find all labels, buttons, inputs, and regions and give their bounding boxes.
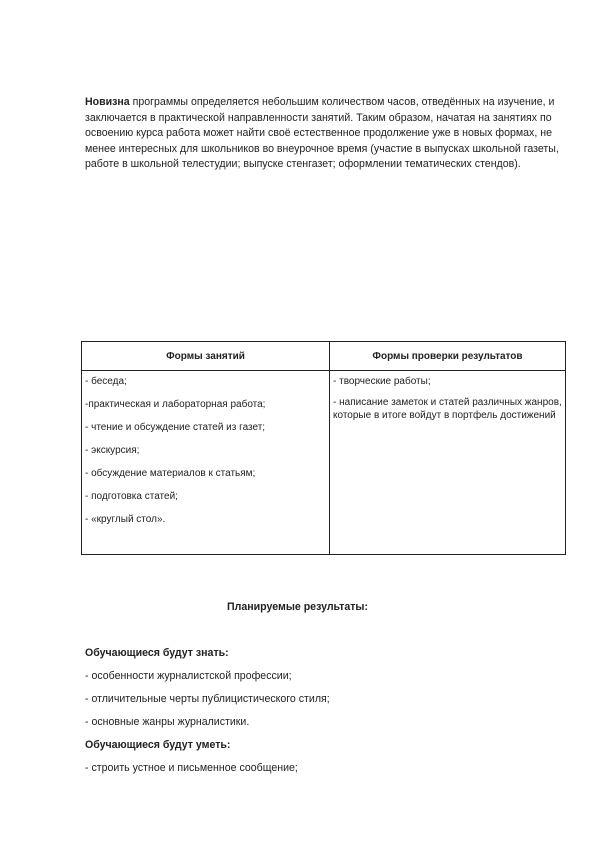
- list-item: - чтение и обсуждение статей из газет;: [85, 422, 266, 433]
- know-item: - отличительные черты публицистического стиля;: [85, 693, 330, 705]
- checks-list-cell: [330, 371, 566, 555]
- list-item: - творческие работы;: [333, 376, 431, 387]
- list-item: - написание заметок и статей различных жанров, которые в итоге войдут в портфель достижений: [333, 397, 562, 421]
- intro-paragraph: [85, 95, 560, 173]
- list-item: - подготовка статей;: [85, 491, 178, 502]
- list-item: - обсуждение материалов к статьям;: [85, 468, 256, 479]
- know-item: - особенности журналистской профессии;: [85, 670, 292, 682]
- results-heading: Планируемые результаты:: [227, 601, 368, 613]
- table-header-forms: Формы занятий: [82, 342, 330, 371]
- forms-table: [81, 341, 566, 555]
- able-title: Обучающиеся будут уметь:: [85, 739, 231, 751]
- know-title: Обучающиеся будут знать:: [85, 647, 229, 659]
- table-header-checks: Формы проверки результатов: [330, 342, 566, 371]
- intro-text: программы определяется небольшим количеством часов, отведённых на изучение, и заключается в практической направленности занятий. Таким образом, начатая на занятиях по освоению курса работа может найти своё естественное продолжение уже в новых формах, не менее интересных для школьников во внеурочное время (участие в выпусках школьной газеты, работе в школьной телестудии; выпуске стенгазет; оформлении тематических стендов).: [85, 96, 559, 171]
- list-item: - «круглый стол».: [85, 514, 166, 525]
- know-item: - основные жанры журналистики.: [85, 716, 250, 728]
- intro-bold-word: Новизна: [85, 96, 130, 108]
- list-item: -практическая и лабораторная работа;: [85, 399, 266, 410]
- able-item: - строить устное и письменное сообщение;: [85, 762, 298, 774]
- list-item: - экскурсия;: [85, 445, 140, 456]
- forms-list-cell: [82, 371, 330, 555]
- list-item: - беседа;: [85, 376, 127, 387]
